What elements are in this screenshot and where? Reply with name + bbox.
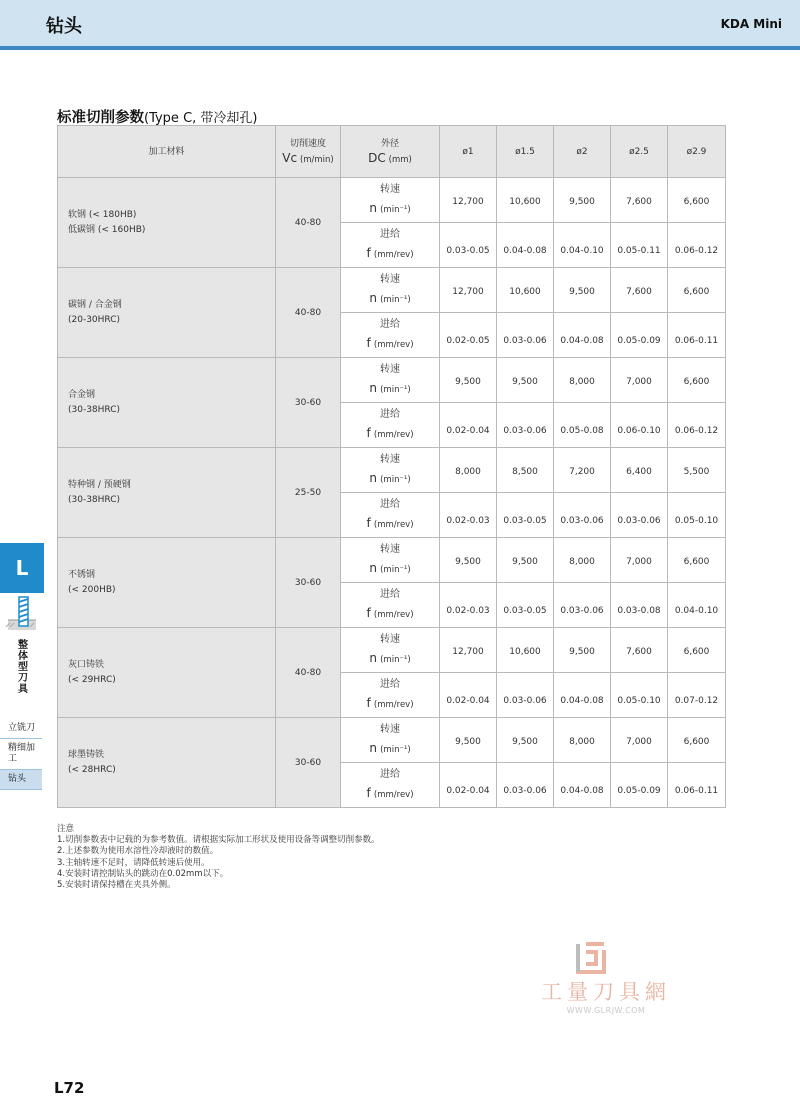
header-diameter: ø2.9 — [668, 126, 726, 178]
feed-label-cell: 进给 f (mm/rev) — [341, 403, 440, 448]
feed-value: 0.05-0.11 — [611, 223, 668, 268]
header-diameter: ø2.5 — [611, 126, 668, 178]
menu-item-end-mill[interactable]: 立铣刀 — [0, 719, 42, 739]
feed-value: 0.02-0.04 — [440, 763, 497, 808]
section-title-text: 标准切削参数 — [57, 110, 144, 126]
speed-value: 12,700 — [440, 268, 497, 313]
table-row — [58, 718, 726, 763]
feed-value: 0.03-0.06 — [497, 673, 554, 718]
feed-label-cell: 进给 f (mm/rev) — [341, 583, 440, 628]
note-item: 4.安装时请控制钻头的跳动在0.02mm以下。 — [57, 868, 229, 879]
speed-value: 12,700 — [440, 178, 497, 223]
speed-value: 9,500 — [440, 538, 497, 583]
feed-value: 0.03-0.05 — [440, 223, 497, 268]
feed-value: 0.06-0.12 — [668, 223, 726, 268]
material-cell: 特种钢 / 预硬钢 (30-38HRC) — [58, 448, 276, 538]
speed-label-cell: 转速 n (min⁻¹) — [341, 178, 440, 223]
feed-value: 0.03-0.06 — [554, 583, 611, 628]
feed-value: 0.03-0.06 — [497, 313, 554, 358]
speed-value: 6,600 — [668, 628, 726, 673]
feed-value: 0.05-0.10 — [668, 493, 726, 538]
note-item: 2.上述参数为使用水溶性冷却液时的数值。 — [57, 846, 219, 857]
table-row — [58, 448, 726, 493]
speed-label-cell: 转速 n (min⁻¹) — [341, 358, 440, 403]
speed-value: 5,500 — [668, 448, 726, 493]
header-outer-diameter: 外径 DC (mm) — [341, 126, 440, 178]
material-cell: 合金钢 (30-38HRC) — [58, 358, 276, 448]
speed-value: 12,700 — [440, 628, 497, 673]
menu-item-drill[interactable]: 钻头 — [0, 770, 42, 790]
feed-label-cell: 进给 f (mm/rev) — [341, 223, 440, 268]
speed-value: 10,600 — [497, 178, 554, 223]
header-diameter: ø1 — [440, 126, 497, 178]
speed-label-cell: 转速 n (min⁻¹) — [341, 268, 440, 313]
notes-title: 注意 — [57, 824, 75, 834]
watermark-logo-icon — [574, 942, 608, 974]
feed-value: 0.03-0.05 — [497, 493, 554, 538]
table-row — [58, 268, 726, 313]
page-header — [0, 0, 800, 50]
vc-cell: 30-60 — [276, 538, 341, 628]
feed-value: 0.02-0.05 — [440, 313, 497, 358]
feed-label-cell: 进给 f (mm/rev) — [341, 493, 440, 538]
feed-value: 0.04-0.10 — [668, 583, 726, 628]
notes-section — [57, 824, 380, 891]
speed-value: 8,500 — [497, 448, 554, 493]
vc-cell: 30-60 — [276, 718, 341, 808]
page-number: L72 — [54, 1079, 85, 1097]
feed-value: 0.05-0.10 — [611, 673, 668, 718]
speed-value: 8,000 — [440, 448, 497, 493]
speed-value: 9,500 — [440, 718, 497, 763]
category-menu — [0, 719, 42, 790]
speed-value: 7,200 — [554, 448, 611, 493]
header-cutting-speed: 切削速度 Vc (m/min) — [276, 126, 341, 178]
watermark-url: WWW.GLRJW.COM — [566, 1006, 646, 1015]
feed-value: 0.02-0.04 — [440, 403, 497, 448]
feed-value: 0.04-0.10 — [554, 223, 611, 268]
table-header-row — [58, 126, 726, 178]
vc-cell: 40-80 — [276, 268, 341, 358]
material-cell: 球墨铸铁 (< 28HRC) — [58, 718, 276, 808]
note-item: 1.切削参数表中记载的为参考数值。请根据实际加工形状及使用设备等调整切削参数。 — [57, 835, 380, 846]
feed-value: 0.03-0.05 — [497, 583, 554, 628]
feed-value: 0.04-0.08 — [497, 223, 554, 268]
header-diameter: ø2 — [554, 126, 611, 178]
chapter-tab[interactable]: L — [0, 543, 44, 593]
speed-value: 7,000 — [611, 358, 668, 403]
menu-item-fine-machining[interactable]: 精细加工 — [0, 739, 42, 770]
speed-value: 6,600 — [668, 358, 726, 403]
feed-value: 0.02-0.04 — [440, 673, 497, 718]
feed-value: 0.04-0.08 — [554, 763, 611, 808]
table-row — [58, 538, 726, 583]
category-label: 整体型刀具 — [18, 640, 28, 695]
watermark-name: 工量刀具網 — [541, 980, 671, 1004]
chapter-title: 钻头 — [46, 16, 82, 37]
speed-value: 6,400 — [611, 448, 668, 493]
solid-tool-icon — [4, 596, 40, 632]
speed-label-cell: 转速 n (min⁻¹) — [341, 628, 440, 673]
feed-label-cell: 进给 f (mm/rev) — [341, 763, 440, 808]
speed-value: 8,000 — [554, 718, 611, 763]
section-subtitle: (Type C, 带冷却孔) — [144, 111, 258, 126]
feed-value: 0.05-0.08 — [554, 403, 611, 448]
speed-value: 7,000 — [611, 538, 668, 583]
series-name: KDA Mini — [720, 17, 782, 31]
watermark — [536, 942, 676, 1022]
material-cell: 灰口铸铁 (< 29HRC) — [58, 628, 276, 718]
feed-value: 0.03-0.06 — [554, 493, 611, 538]
feed-value: 0.06-0.12 — [668, 403, 726, 448]
header-diameter: ø1.5 — [497, 126, 554, 178]
feed-value: 0.03-0.06 — [611, 493, 668, 538]
feed-value: 0.02-0.03 — [440, 583, 497, 628]
speed-value: 7,600 — [611, 178, 668, 223]
speed-value: 9,500 — [497, 718, 554, 763]
feed-value: 0.03-0.06 — [497, 403, 554, 448]
speed-value: 8,000 — [554, 358, 611, 403]
feed-value: 0.03-0.08 — [611, 583, 668, 628]
feed-value: 0.06-0.11 — [668, 763, 726, 808]
speed-value: 6,600 — [668, 538, 726, 583]
material-cell: 软钢 (< 180HB) 低碳钢 (< 160HB) — [58, 178, 276, 268]
feed-label-cell: 进给 f (mm/rev) — [341, 313, 440, 358]
feed-value: 0.05-0.09 — [611, 313, 668, 358]
speed-label-cell: 转速 n (min⁻¹) — [341, 448, 440, 493]
speed-value: 9,500 — [554, 628, 611, 673]
speed-value: 7,600 — [611, 628, 668, 673]
feed-value: 0.03-0.06 — [497, 763, 554, 808]
feed-value: 0.06-0.10 — [611, 403, 668, 448]
table-row — [58, 358, 726, 403]
speed-value: 9,500 — [497, 538, 554, 583]
feed-value: 0.02-0.03 — [440, 493, 497, 538]
feed-label-cell: 进给 f (mm/rev) — [341, 673, 440, 718]
section-title — [57, 106, 257, 127]
feed-value: 0.04-0.08 — [554, 313, 611, 358]
note-item: 5.安装时请保持槽在夹具外侧。 — [57, 880, 176, 891]
speed-value: 6,600 — [668, 178, 726, 223]
material-cell: 碳钢 / 合金钢 (20-30HRC) — [58, 268, 276, 358]
feed-value: 0.06-0.11 — [668, 313, 726, 358]
speed-value: 9,500 — [440, 358, 497, 403]
speed-value: 7,000 — [611, 718, 668, 763]
table-row — [58, 628, 726, 673]
speed-value: 8,000 — [554, 538, 611, 583]
note-item: 3.主轴转速不足时，请降低转速后使用。 — [57, 857, 210, 868]
table-row — [58, 178, 726, 223]
vc-cell: 25-50 — [276, 448, 341, 538]
vc-cell: 30-60 — [276, 358, 341, 448]
speed-value: 6,600 — [668, 268, 726, 313]
speed-value: 6,600 — [668, 718, 726, 763]
header-material: 加工材料 — [58, 126, 276, 178]
speed-value: 9,500 — [497, 358, 554, 403]
speed-label-cell: 转速 n (min⁻¹) — [341, 538, 440, 583]
feed-value: 0.04-0.08 — [554, 673, 611, 718]
material-cell: 不锈钢 (< 200HB) — [58, 538, 276, 628]
speed-value: 10,600 — [497, 268, 554, 313]
vc-cell: 40-80 — [276, 178, 341, 268]
speed-value: 7,600 — [611, 268, 668, 313]
vc-cell: 40-80 — [276, 628, 341, 718]
speed-value: 9,500 — [554, 178, 611, 223]
speed-value: 10,600 — [497, 628, 554, 673]
feed-value: 0.07-0.12 — [668, 673, 726, 718]
cutting-parameters-table — [57, 125, 726, 808]
feed-value: 0.05-0.09 — [611, 763, 668, 808]
speed-value: 9,500 — [554, 268, 611, 313]
speed-label-cell: 转速 n (min⁻¹) — [341, 718, 440, 763]
